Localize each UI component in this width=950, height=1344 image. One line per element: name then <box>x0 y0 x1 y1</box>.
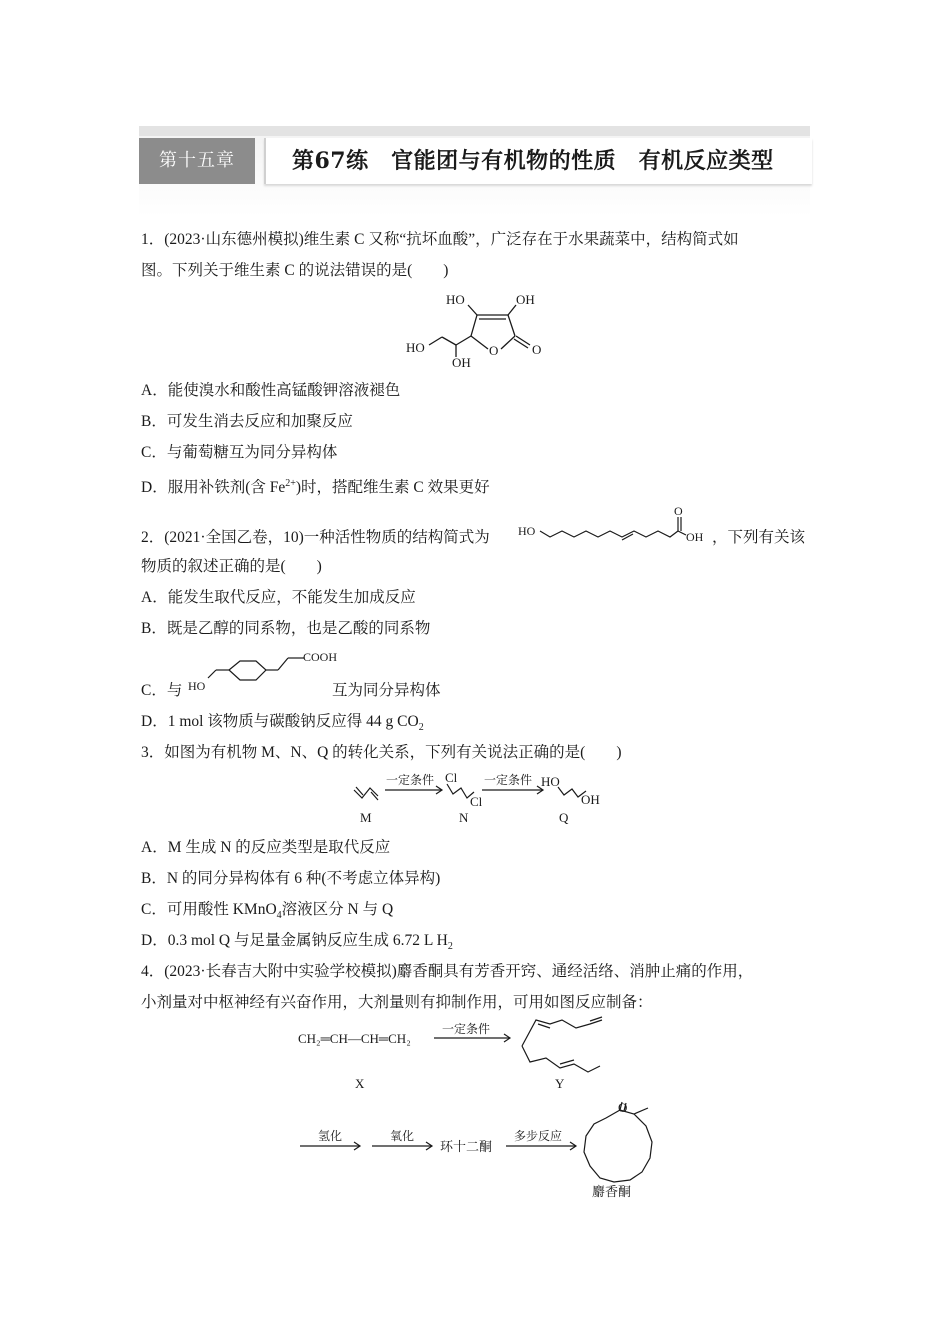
q4-label-y: Y <box>555 1076 565 1091</box>
q2-d-sub: 2 <box>418 722 424 734</box>
chapter-header <box>139 126 810 216</box>
q2-label-o: O <box>674 504 683 518</box>
q3-option-b: B．N 的同分异构体有 6 种(不考虑立体异构) <box>141 870 441 887</box>
q2-fatty-acid-structure <box>518 504 718 546</box>
q1-stem-line1: 1．(2023·山东德州模拟)维生素 C 又称“抗坏血酸”，广泛存在于水果蔬菜中，结构简式如 <box>141 231 739 248</box>
q4-condition: 一定条件 <box>442 1022 491 1036</box>
q2-label-oh: OH <box>686 530 704 544</box>
q4-stem-line1: 4．(2023·长春吉大附中实验学校模拟)麝香酮具有芳香开窍、通经活络、消肿止痛的作用， <box>141 963 754 980</box>
q3-ho: HO <box>541 774 560 789</box>
q2-label-ho: HO <box>518 524 536 538</box>
q1-option-d <box>141 474 490 498</box>
q3-option-c <box>141 900 393 926</box>
q1-stem-line2: 图。下列关于维生素 C 的说法错误的是( ) <box>141 262 449 279</box>
q3-cl-1: Cl <box>445 770 458 785</box>
title-box <box>264 138 812 184</box>
q2-stem-line1-end: ，下列有关该 <box>712 529 806 546</box>
q4-butadiene-formula: CH₂═CH—CH═CH₂ <box>298 1031 411 1046</box>
q1-d-sup: 2+ <box>285 478 296 489</box>
q3-label-m: M <box>360 810 372 825</box>
page-title: 第67练 官能团与有机物的性质 有机反应类型 <box>292 148 774 174</box>
q2c-label-ho: HO <box>188 679 206 693</box>
q1-d-post: )时，搭配维生素 C 效果更好 <box>295 479 490 497</box>
q3-reaction-scheme <box>350 768 610 830</box>
q4-cyclododecanone: 环十二酮 <box>440 1140 493 1155</box>
q4-step-hydrogenation: 氢化 <box>318 1129 343 1143</box>
q1-ring-oxygen: O <box>489 343 499 358</box>
q2-stem-line1: 2．(2021·全国乙卷，10)一种活性物质的结构简式为 <box>141 529 490 546</box>
q4-scheme-row1 <box>296 1016 616 1096</box>
chapter-label: 第十五章 <box>139 138 255 184</box>
q4-step-multistep: 多步反应 <box>514 1129 563 1143</box>
q4-scheme-row2 <box>296 1096 676 1206</box>
q2-d-pre: D．1 mol 该物质与碳酸钠反应得 44 g CO <box>141 713 419 730</box>
q2-option-b: B．既是乙醇的同系物，也是乙酸的同系物 <box>141 620 431 637</box>
q1-label-oh-top: OH <box>516 292 535 307</box>
q3-cl-2: Cl <box>470 794 483 809</box>
q3-c-post: 溶液区分 N 与 Q <box>281 901 394 918</box>
q2-cyclohexane-structure <box>186 644 336 694</box>
q3-oh: OH <box>581 792 600 807</box>
q4-stem-line2: 小剂量对中枢神经有兴奋作用，大剂量则有抑制作用，可用如图反应制备： <box>141 994 653 1011</box>
q4-carbonyl-o: O <box>618 1100 628 1115</box>
q1-option-b: B．可发生消去反应和加聚反应 <box>141 413 353 430</box>
q1-d-pre: D．服用补铁剂(含 Fe <box>141 479 286 497</box>
q1-vitamin-c-structure <box>400 288 560 372</box>
q3-label-n: N <box>459 810 469 825</box>
q2-option-a: A．能发生取代反应，不能发生加成反应 <box>141 589 416 606</box>
q3-c-sub: 4 <box>276 910 282 922</box>
q4-step-oxidation: 氧化 <box>390 1129 415 1143</box>
q3-stem: 3．如图为有机物 M、N、Q 的转化关系，下列有关说法正确的是( ) <box>141 744 622 761</box>
q2-option-c-post: 互为同分异构体 <box>332 682 441 699</box>
q1-option-a: A．能使溴水和酸性高锰酸钾溶液褪色 <box>141 382 401 399</box>
q3-c-pre: C．可用酸性 KMnO <box>141 901 277 918</box>
q2-option-c-pre: C．与 <box>141 682 183 699</box>
q3-option-a: A．M 生成 N 的反应类型是取代反应 <box>141 839 391 856</box>
q3-condition-1: 一定条件 <box>386 773 435 787</box>
q1-label-oh-bottom: OH <box>452 355 471 370</box>
q2c-label-cooh: COOH <box>303 650 338 664</box>
q3-d-pre: D．0.3 mol Q 与足量金属钠反应生成 6.72 L H <box>141 932 448 949</box>
q4-label-x: X <box>355 1076 365 1091</box>
q1-option-c: C．与葡萄糖互为同分异构体 <box>141 444 338 461</box>
q3-label-q: Q <box>559 810 569 825</box>
q3-option-d <box>141 931 453 957</box>
q4-muscone-label: 麝香酮 <box>592 1185 632 1200</box>
q3-d-sub: 2 <box>447 941 453 953</box>
q1-label-ho-left: HO <box>406 340 425 355</box>
q3-condition-2: 一定条件 <box>484 773 533 787</box>
header-top-bar <box>139 126 810 136</box>
q2-stem-line2: 物质的叙述正确的是( ) <box>141 558 322 575</box>
q1-carbonyl-oxygen: O <box>532 342 542 357</box>
q2-option-d <box>141 712 424 738</box>
q1-label-ho-top: HO <box>446 292 465 307</box>
